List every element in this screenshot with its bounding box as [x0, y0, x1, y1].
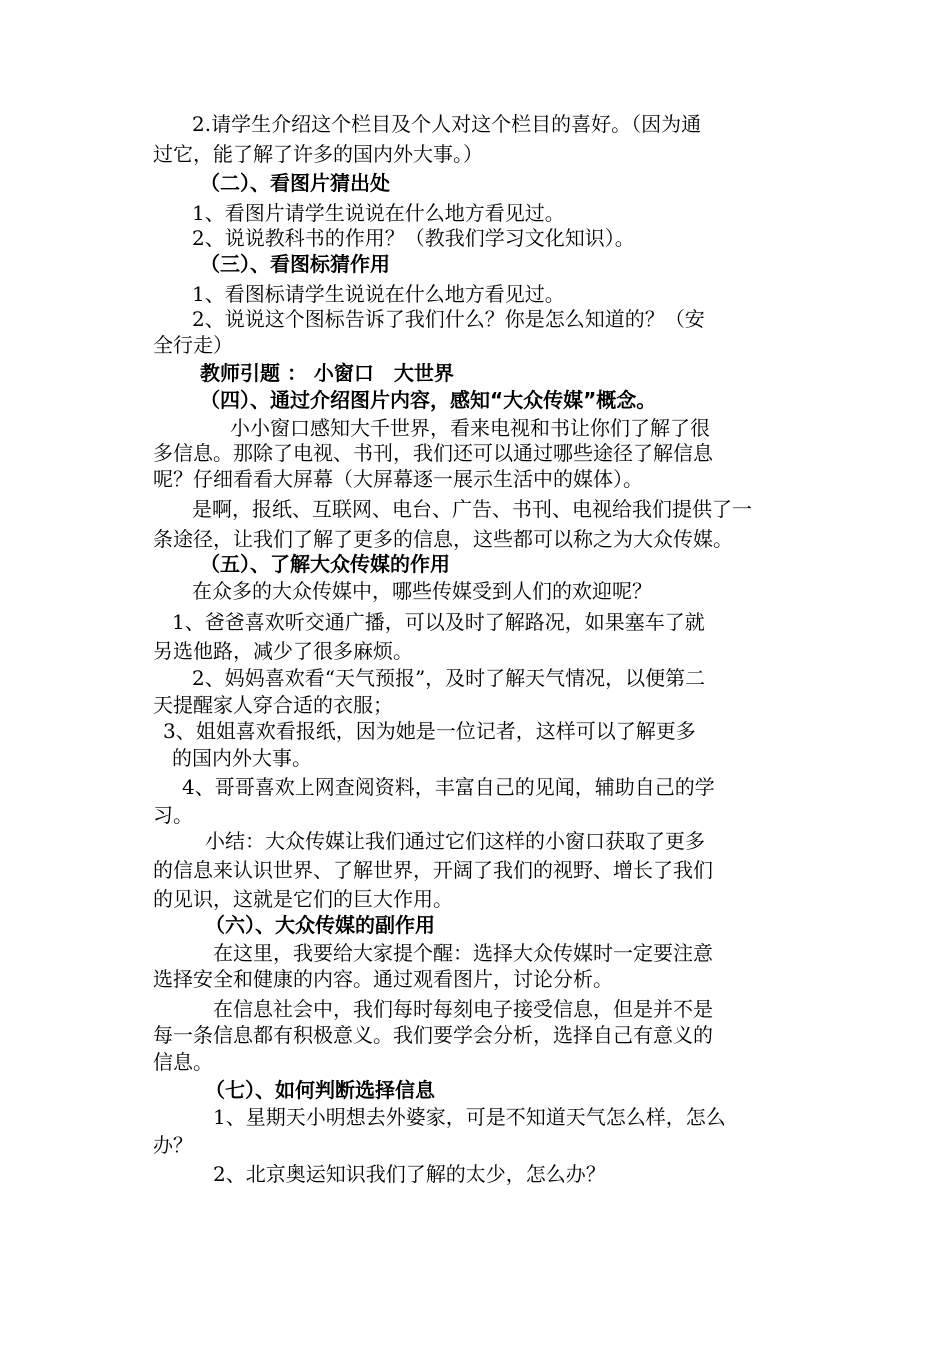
paragraph-line: 1、爸爸喜欢听交通广播，可以及时了解路况，如果塞车了就	[172, 610, 705, 634]
paragraph-line: 另选他路，减少了很多麻烦。	[153, 639, 413, 663]
section-heading: （二）、看图片猜出处	[200, 171, 390, 195]
paragraph-line: 天提醒家人穿合适的衣服；	[153, 693, 393, 717]
paragraph-line: 在众多的大众传媒中，哪些传媒受到人们的欢迎呢？	[192, 579, 652, 603]
paragraph-line: 多信息。那除了电视、书刊，我们还可以通过哪些途径了解信息	[153, 441, 713, 465]
paragraph-line: 呢？仔细看看大屏幕（大屏幕逐一展示生活中的媒体）。	[153, 467, 643, 491]
paragraph-line: 全行走）	[153, 333, 233, 357]
paragraph-line: 1、看图标请学生说说在什么地方看见过。	[192, 282, 565, 306]
paragraph-line: 信息。	[153, 1050, 213, 1074]
paragraph-line: 小结：大众传媒让我们通过它们这样的小窗口获取了更多	[205, 829, 705, 853]
paragraph-line: 2、北京奥运知识我们了解的太少，怎么办？	[213, 1162, 606, 1186]
paragraph-line: 的国内外大事。	[172, 746, 312, 770]
paragraph-line: 2、说说教科书的作用？（教我们学习文化知识）。	[192, 226, 635, 250]
paragraph-line: 选择安全和健康的内容。通过观看图片，讨论分析。	[153, 967, 613, 991]
lesson-title: 教师引题 ： 小窗口 大世界	[200, 361, 454, 385]
section-heading: （六）、大众传媒的副作用	[205, 913, 435, 937]
paragraph-line: 2、说说这个图标告诉了我们什么？你是怎么知道的？（安	[192, 307, 705, 331]
paragraph-line: 办？	[153, 1133, 193, 1157]
paragraph-line: 每一条信息都有积极意义。我们要学会分析，选择自己有意义的	[153, 1023, 713, 1047]
paragraph-line: 2、妈妈喜欢看“天气预报”，及时了解天气情况，以便第二	[192, 666, 706, 690]
paragraph-line: 条途径，让我们了解了更多的信息，这些都可以称之为大众传媒。	[153, 527, 733, 551]
paragraph-line: 1、星期天小明想去外婆家，可是不知道天气怎么样，怎么	[213, 1105, 726, 1129]
section-heading: （三）、看图标猜作用	[200, 252, 390, 276]
paragraph-line: 过它，能了解了许多的国内外大事。）	[153, 142, 483, 166]
section-heading: （七）、如何判断选择信息	[205, 1078, 435, 1102]
paragraph-line: 的见识，这就是它们的巨大作用。	[153, 887, 453, 911]
paragraph-line: 习。	[153, 803, 193, 827]
section-heading: （五）、了解大众传媒的作用	[200, 552, 450, 576]
paragraph-line: 4、哥哥喜欢上网查阅资料，丰富自己的见闻，辅助自己的学	[182, 775, 715, 799]
paragraph-line: 1、看图片请学生说说在什么地方看见过。	[192, 201, 565, 225]
paragraph-line: 的信息来认识世界、了解世界，开阔了我们的视野、增长了我们	[153, 858, 713, 882]
section-heading: （四）、通过介绍图片内容，感知“大众传媒”概念。	[200, 388, 657, 412]
paragraph-line: 小小窗口感知大千世界，看来电视和书让你们了解了很	[230, 416, 710, 440]
paragraph-line: 3、姐姐喜欢看报纸，因为她是一位记者，这样可以了解更多	[163, 719, 696, 743]
paragraph-line: 是啊，报纸、互联网、电台、广告、书刊、电视给我们提供了一	[192, 497, 752, 521]
paragraph-line: 在这里，我要给大家提个醒：选择大众传媒时一定要注意	[213, 941, 713, 965]
paragraph-line: 2.请学生介绍这个栏目及个人对这个栏目的喜好。（因为通	[192, 112, 702, 136]
paragraph-line: 在信息社会中，我们每时每刻电子接受信息，但是并不是	[213, 997, 713, 1021]
